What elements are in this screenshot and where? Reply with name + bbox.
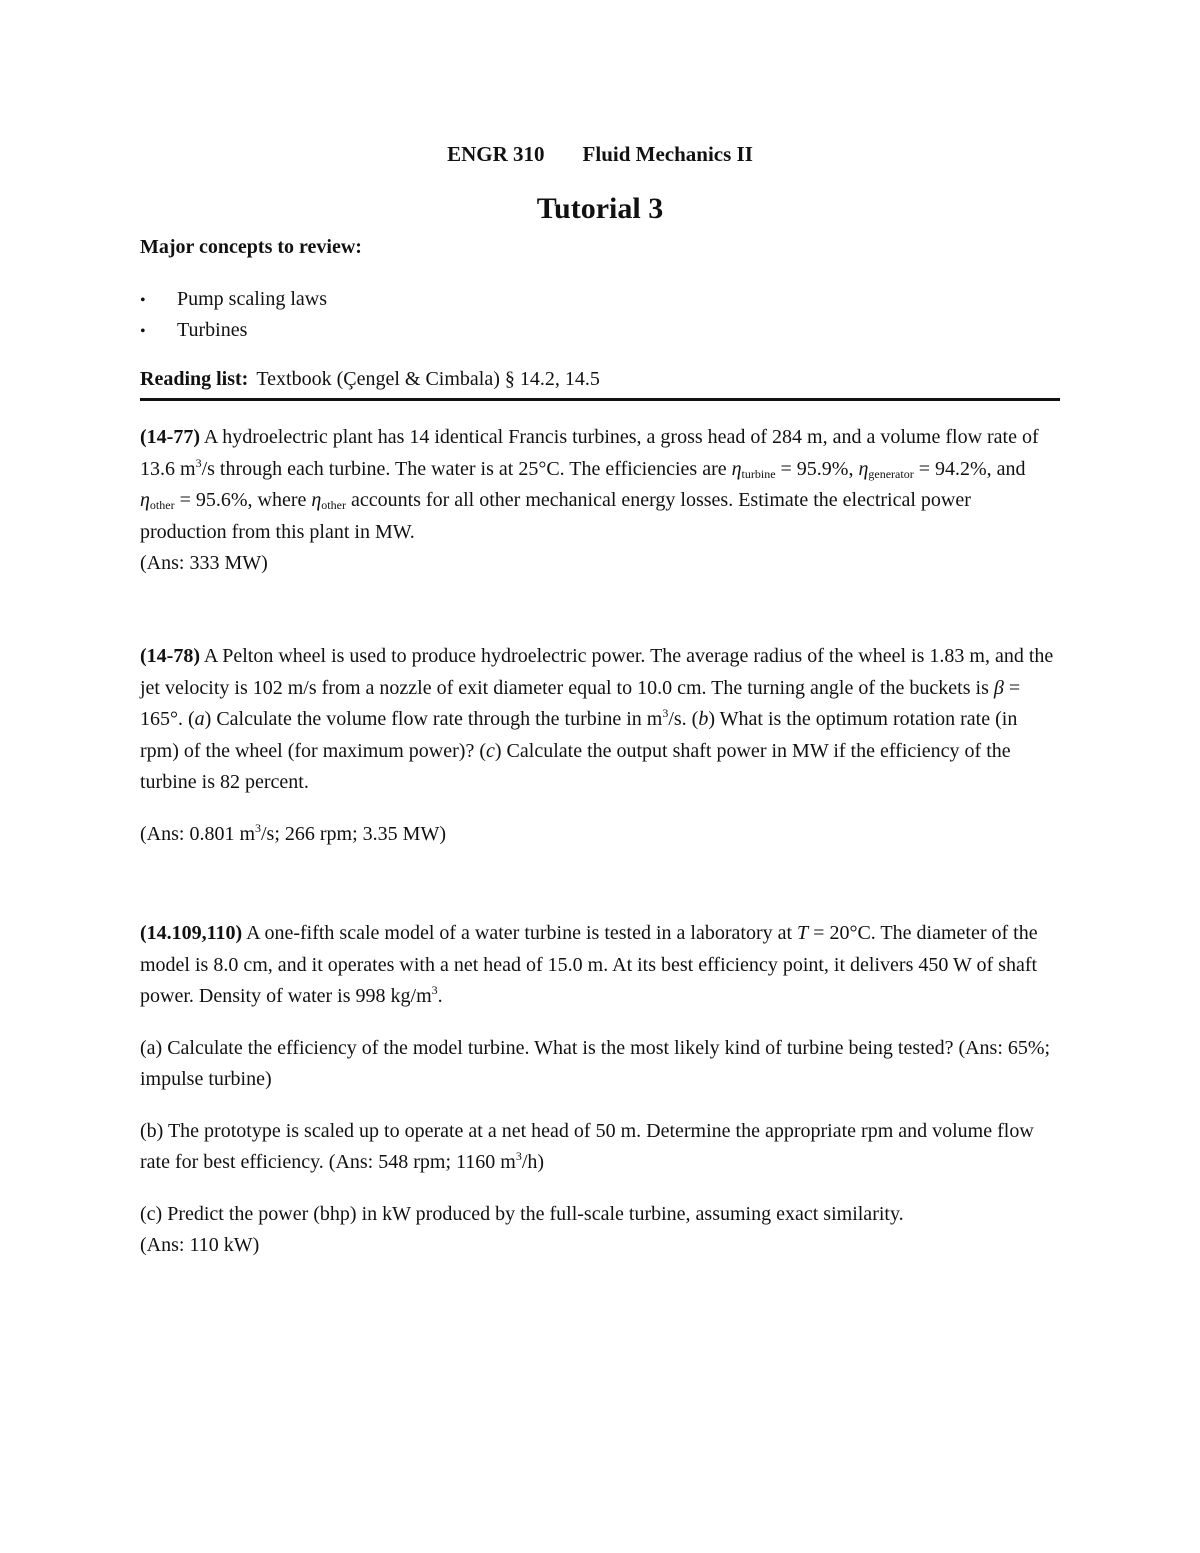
problem-14-109-110 — [140, 918, 1060, 1262]
problem-answer: (Ans: 0.801 $m^3/s$; 266 rpm; 3.35 MW) — [140, 820, 446, 845]
problem-answer: (Ans: 110 kW) — [140, 1234, 260, 1256]
reading-text: Textbook (Çengel & Cimbala) § 14.2, 14.5 — [256, 368, 600, 390]
concepts-list — [140, 284, 327, 346]
problem-part-b: (b) The prototype is scaled up to operate at a net head of 50 m. Determine the appropriate rpm and volume flow rate for best efficiency. (Ans: 548 rpm; 1160 $m^3/h$) — [140, 1119, 1034, 1173]
problem-number: (14.109,110) — [140, 922, 243, 944]
course-subject: Fluid Mechanics II — [582, 142, 753, 166]
problem-text: (14-77) A hydroelectric plant has 14 identical Francis turbines, a gross head of 284 m, and a volume flow rate of 13.6 $m^3/s$ through each turbine. The water is at 25°C. The efficiencies are $\eta_{turbine} = 95.9\%$, $\eta_{generator} = 94.2\%$, and $\eta_{other} = 95.6\%$, where $\eta_{other}$ accounts for all other mechanical energy losses. Estimate the electrical power production from this plant in MW. — [140, 426, 1039, 543]
problem-text: (14.109,110) A one-fifth scale model of a water turbine is tested in a laboratory at T = 20°C. The diameter of the model is 8.0 cm, and it operates with a net head of 15.0 m. At its best efficiency point, it delivers 450 W of shaft power. Density of water is 998 $kg/m^3$. — [140, 922, 1038, 1007]
problem-number: (14-77) — [140, 426, 200, 448]
list-item: • Pump scaling laws — [140, 284, 327, 315]
bullet-icon: • — [140, 323, 146, 340]
problem-text: (14-78) A Pelton wheel is used to produce hydroelectric power. The average radius of the wheel is 1.83 m, and the jet velocity is 102 m/s from a nozzle of exit diameter equal to 10.0 cm. The turning angle of the buckets is β = 165°. (a) Calculate the volume flow rate through the turbine in $m^3/s$. (b) What is the optimum rotation rate (in rpm) of the wheel (for maximum power)? (c) Calculate the output shaft power in MW if the efficiency of the turbine is 82 percent. — [140, 645, 1054, 793]
reading-list — [140, 368, 600, 391]
problem-14-77 — [140, 422, 1060, 580]
problem-part-a: (a) Calculate the efficiency of the model turbine. What is the most likely kind of turbine being tested? (Ans: 65%; impulse turbine) — [140, 1036, 1051, 1090]
course-code: ENGR 310 — [447, 142, 545, 166]
list-item: • Turbines — [140, 315, 327, 346]
course-header — [0, 142, 1200, 167]
concepts-heading: Major concepts to review: — [140, 236, 362, 258]
problem-answer: (Ans: 333 MW) — [140, 552, 268, 574]
reading-label: Reading list: — [140, 368, 249, 390]
problem-number: (14-78) — [140, 645, 200, 667]
bullet-icon: • — [140, 292, 146, 309]
problem-14-78 — [140, 641, 1060, 850]
page-title: Tutorial 3 — [536, 192, 664, 225]
problem-part-c: (c) Predict the power (bhp) in kW produced by the full-scale turbine, assuming exact similarity. (Ans: 110 kW) — [140, 1202, 904, 1256]
divider — [140, 398, 1060, 401]
